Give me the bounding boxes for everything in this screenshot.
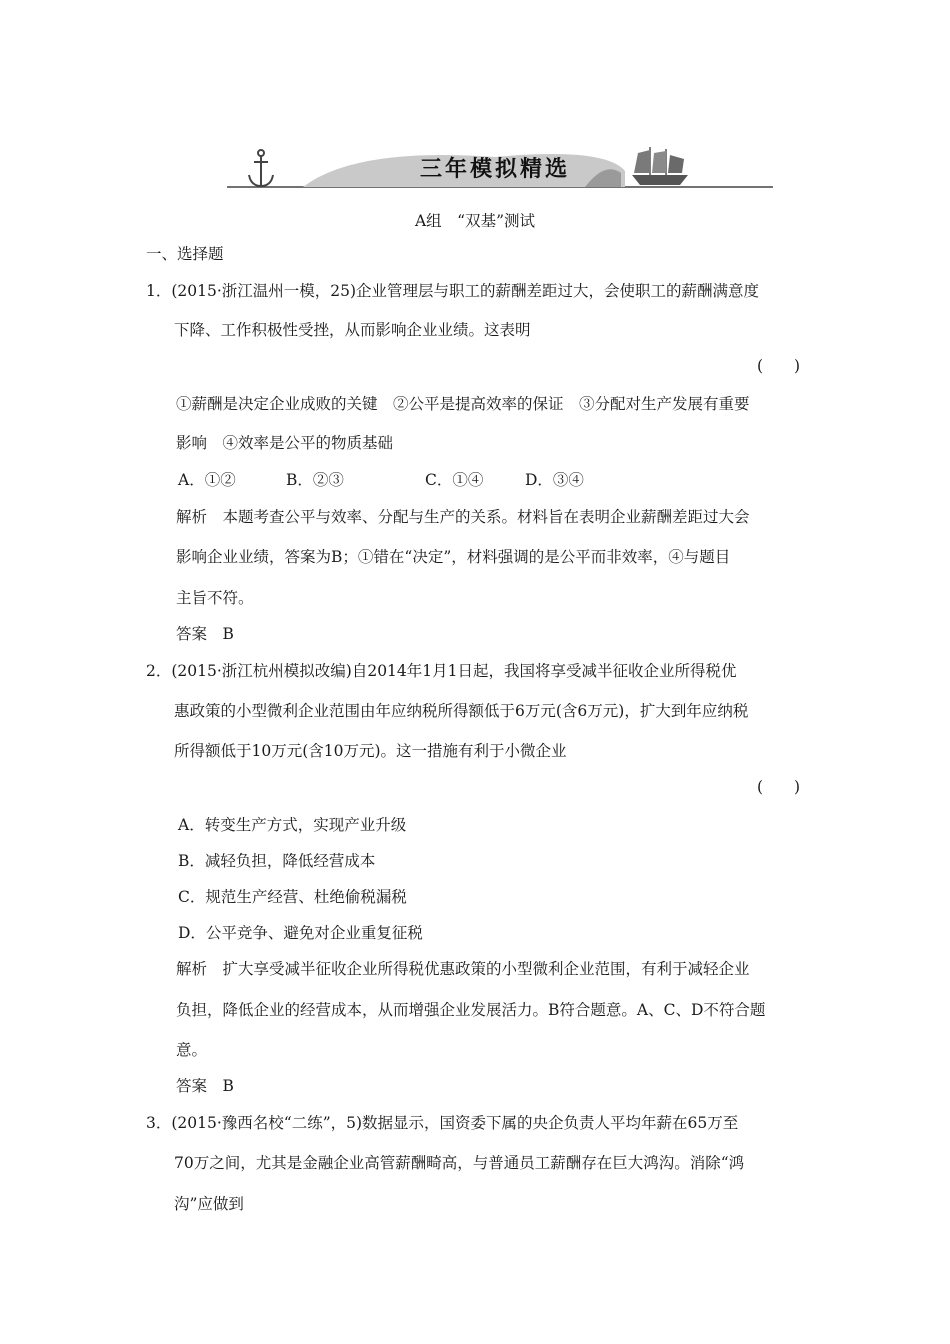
q2-analysis-line3: 意。	[176, 1041, 208, 1059]
q1-analysis-line1: 解析 本题考查公平与效率、分配与生产的关系。材料旨在表明企业薪酬差距过大会	[176, 508, 750, 526]
q3-stem-line2: 70万之间，尤其是金融企业高管薪酬畸高，与普通员工薪酬存在巨大鸿沟。消除“鸿	[174, 1154, 745, 1172]
section-heading: 一、选择题	[146, 245, 224, 263]
q2-analysis-line2: 负担，降低企业的经营成本，从而增强企业发展活力。B符合题意。A、C、D不符合题	[176, 1001, 766, 1019]
q3-stem-line3: 沟”应做到	[174, 1195, 244, 1213]
q2-analysis-line1: 解析 扩大享受减半征收企业所得税优惠政策的小型微利企业范围，有利于减轻企业	[176, 960, 750, 978]
q1-option-b: B．②③	[286, 471, 344, 489]
q1-analysis-line2: 影响企业业绩，答案为B；①错在“决定”，材料强调的是公平而非效率，④与题目	[176, 548, 731, 566]
q2-stem-line2: 惠政策的小型微利企业范围由年应纳税所得额低于6万元(含6万元)，扩大到年应纳税	[174, 702, 749, 720]
q2-option-c: C．规范生产经营、杜绝偷税漏税	[178, 888, 407, 906]
q1-analysis-line3: 主旨不符。	[176, 589, 254, 607]
q1-stem-line1: 1．(2015·浙江温州一模，25)企业管理层与职工的薪酬差距过大，会使职工的薪酬满意度	[146, 282, 760, 300]
sailing-ship-icon	[632, 147, 688, 185]
q2-stem-line3: 所得额低于10万元(含10万元)。这一措施有利于小微企业	[174, 742, 567, 760]
q2-option-b: B．减轻负担，降低经营成本	[178, 852, 376, 870]
q2-stem-line1: 2．(2015·浙江杭州模拟改编)自2014年1月1日起，我国将享受减半征收企业所得税优	[146, 662, 737, 680]
q2-option-d: D．公平竞争、避免对企业重复征税	[178, 924, 423, 942]
q1-statements-line1: ①薪酬是决定企业成败的关键 ②公平是提高效率的保证 ③分配对生产发展有重要	[176, 395, 750, 413]
banner-title: 三年模拟精选	[419, 157, 570, 182]
q1-statements-line2: 影响 ④效率是公平的物质基础	[176, 434, 394, 452]
q1-option-a: A．①②	[178, 471, 236, 489]
q1-answer: 答案 B	[176, 625, 234, 643]
q2-answer-blank: ( )	[757, 778, 801, 796]
q1-option-c: C．①④	[425, 471, 484, 489]
q3-stem-line1: 3．(2015·豫西名校“二练”，5)数据显示，国资委下属的央企负责人平均年薪在65万至	[146, 1114, 739, 1132]
q1-option-d: D．③④	[525, 471, 584, 489]
anchor-icon	[249, 150, 273, 186]
q1-answer-blank: ( )	[757, 357, 801, 375]
section-banner	[225, 143, 775, 193]
group-heading: A组 “双基”测试	[414, 212, 536, 230]
q2-answer: 答案 B	[176, 1077, 234, 1095]
q2-option-a: A．转变生产方式，实现产业升级	[178, 816, 407, 834]
q1-stem-line2: 下降、工作积极性受挫，从而影响企业业绩。这表明	[174, 321, 531, 339]
